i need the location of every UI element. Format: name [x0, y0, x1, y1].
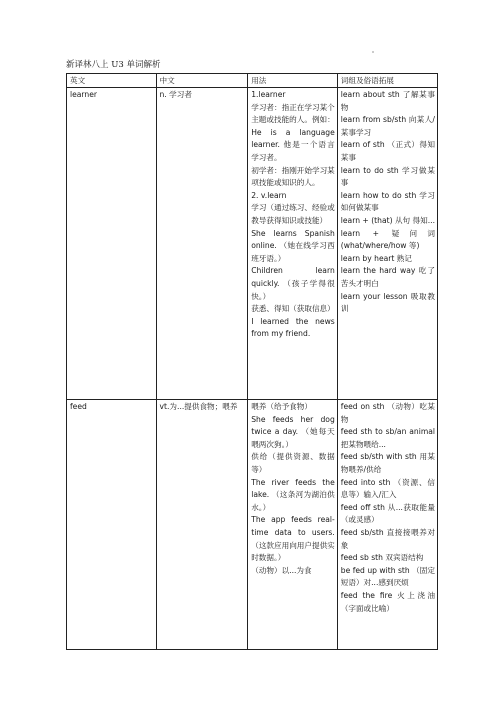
usage-line: 学习（通过练习、经验或教导获得知识或技能）: [251, 203, 335, 225]
usage-line: She feeds her dog twice a day. （她每天喂两次狗。）: [251, 414, 335, 449]
phrase-line: learn your lesson 吸取教训: [340, 291, 435, 314]
word-cell: learner: [67, 88, 157, 400]
usage-cell: [248, 400, 338, 650]
usage-line: 供给（提供资源、数据等）: [251, 452, 335, 474]
header-phrases: 词组及俗语拓展: [337, 74, 437, 88]
usage-line: （动物）以...为食: [251, 565, 312, 575]
usage-line: He is a language learner. 他是一个语言学习者。: [251, 127, 335, 162]
usage-line: 喂养（给予食物）: [251, 402, 312, 411]
meaning-cell: n. 学习者: [156, 88, 248, 400]
usage-line: 初学者：指刚开始学习某项技能或知识的人。: [251, 165, 335, 188]
phrase-line: feed the fire 火上浇油（字面或比喻）: [340, 590, 435, 613]
usage-line: The river feeds the lake. （这条河为湖泊供水。）: [251, 477, 335, 512]
usage-line: She learns Spanish online. （她在线学习西班牙语。）: [251, 228, 335, 263]
document-title: 新译林八上 U3 单词解析: [66, 60, 161, 70]
word-cell: feed: [67, 400, 157, 650]
phrase-line: learn + 疑问词 (what/where/how 等): [340, 228, 435, 251]
meaning-cell: vt.为...提供食物；喂养: [156, 400, 248, 650]
table-row: [67, 88, 438, 400]
page-dot: [372, 51, 374, 53]
usage-line: 学习者：指正在学习某个主题或技能的人。例如：: [251, 102, 335, 125]
phrases-cell: [337, 88, 437, 400]
phrase-line: learn how to do sth 学习如何做某事: [340, 190, 435, 213]
phrase-line: learn from sb/sth 向某人/某事学习: [340, 115, 435, 137]
phrase-line: learn about sth 了解某事物: [340, 90, 435, 112]
phrase-line: feed sb sth 双宾语结构: [340, 553, 424, 563]
phrases-cell: [337, 400, 437, 650]
header-row: [67, 74, 438, 88]
phrase-line: learn the hard way 吃了苦头才明白: [340, 266, 435, 288]
phrase-line: learn to do sth 学习做某事: [340, 165, 435, 188]
vocabulary-table: [66, 73, 438, 650]
usage-line: 2. v.learn: [251, 190, 287, 200]
phrase-line: feed sth to sb/an animal 把某物喂给...: [340, 427, 435, 449]
header-usage: 用法: [248, 74, 338, 88]
phrase-line: feed on sth （动物）吃某物: [340, 402, 435, 424]
phrase-line: learn by heart 熟记: [340, 253, 412, 263]
usage-line: 获悉、得知（获取信息）: [251, 304, 335, 314]
phrase-line: feed off sth 从...获取能量（或灵感）: [340, 502, 435, 525]
phrase-line: feed into sth （资源、信息等）输入/汇入: [340, 477, 435, 500]
usage-line: The app feeds real-time data to users. （这款应用向用户提供实时数据。）: [251, 515, 335, 563]
phrase-line: learn + (that) 从句 得知...: [340, 215, 435, 225]
phrase-line: be fed up with sth （固定短语）对...感到厌烦: [340, 565, 435, 588]
phrase-line: feed sb/sth 直接接喂养对象: [340, 527, 435, 550]
usage-line: Children learn quickly. （孩子学得很快。）: [251, 266, 335, 301]
usage-line: 1.learner: [251, 90, 286, 99]
header-english: 英文: [67, 74, 157, 88]
table-row: [67, 400, 438, 650]
usage-cell: [248, 88, 338, 400]
usage-line: I learned the news from my friend.: [251, 316, 335, 339]
phrase-line: learn of sth （正式）得知某事: [340, 140, 435, 162]
phrase-line: feed sb/sth with sth 用某物喂养/供给: [340, 452, 435, 474]
header-chinese: 中文: [156, 74, 248, 88]
